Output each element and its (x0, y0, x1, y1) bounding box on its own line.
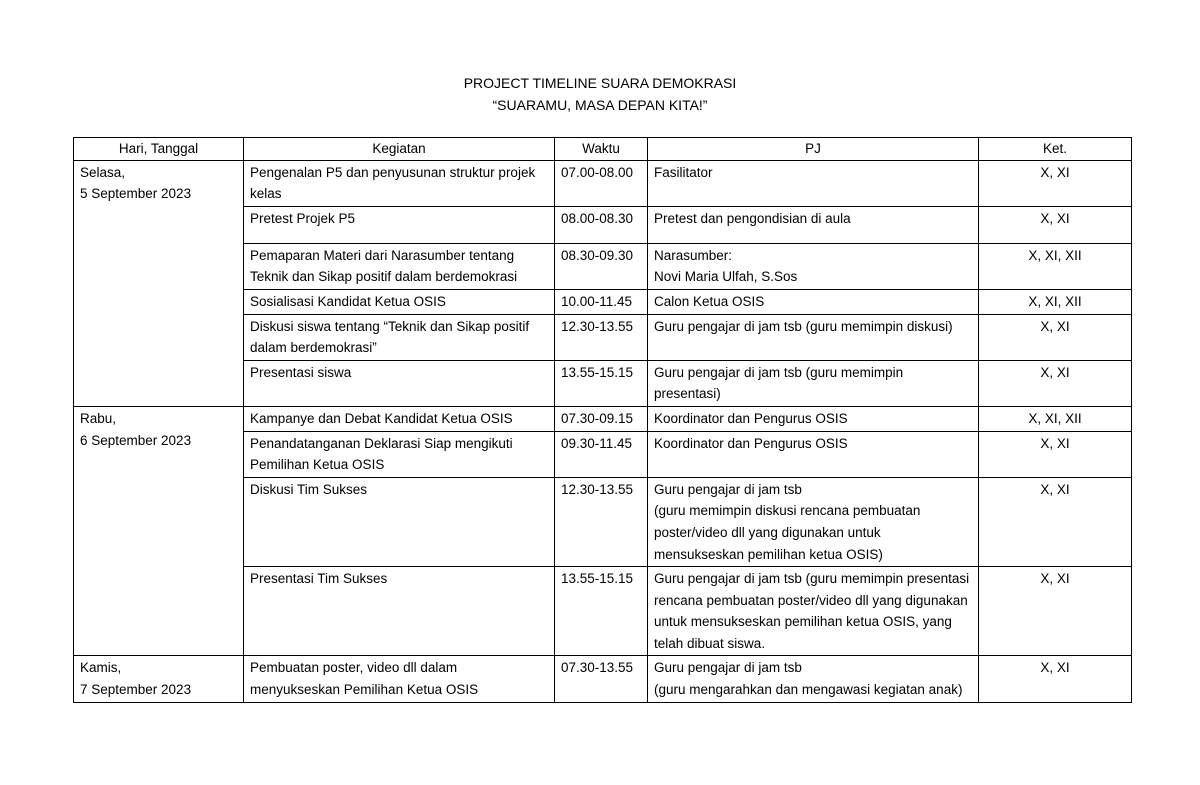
day-date: 5 September 2023 (80, 186, 192, 202)
pj-line: (guru memimpin diskusi rencana pembuatan poster/video dll yang digunakan untuk mensukseskan pemilihan ketua OSIS) (654, 503, 921, 562)
time-cell: 12.30-13.55 (555, 477, 648, 566)
time-cell: 12.30-13.55 (555, 314, 648, 360)
day-name: Rabu, (80, 410, 117, 426)
activity-cell: Pembuatan poster, video dll dalam menyukseskan Pemilihan Ketua OSIS (244, 656, 555, 702)
header-pj: PJ (648, 138, 979, 161)
pj-cell (648, 314, 979, 360)
pj-line: Pretest dan pengondisian di aula (654, 210, 851, 226)
activity-cell: Pengenalan P5 dan penyusunan struktur projek kelas (244, 160, 555, 206)
time-cell: 07.00-08.00 (555, 160, 648, 206)
day-name: Selasa, (80, 164, 126, 180)
header-time: Waktu (555, 138, 648, 161)
header-activity: Kegiatan (244, 138, 555, 161)
note-cell: X, XI (979, 160, 1132, 206)
document-title-block (0, 72, 1200, 116)
activity-cell: Pemaparan Materi dari Narasumber tentang Teknik dan Sikap positif dalam berdemokrasi (244, 243, 555, 289)
pj-line: Guru pengajar di jam tsb (guru memimpin presentasi rencana pembuatan poster/video dll yang digunakan untuk mensukseskan pemilihan ketua OSIS, yang telah dibuat siswa. (654, 571, 970, 651)
pj-line: Calon Ketua OSIS (654, 293, 765, 309)
activity-cell: Penandatanganan Deklarasi Siap mengikuti Pemilihan Ketua OSIS (244, 431, 555, 477)
activity-cell: Pretest Projek P5 (244, 206, 555, 243)
pj-line: Novi Maria Ulfah, S.Sos (654, 269, 798, 285)
note-cell: X, XI (979, 314, 1132, 360)
pj-cell (648, 206, 979, 243)
pj-line: Narasumber: (654, 247, 733, 263)
pj-cell (648, 243, 979, 289)
pj-cell (648, 160, 979, 206)
table-row (74, 656, 1132, 702)
pj-line: Guru pengajar di jam tsb (guru memimpin presentasi) (654, 364, 904, 402)
note-cell: X, XI, XII (979, 243, 1132, 289)
pj-cell (648, 477, 979, 566)
activity-cell: Diskusi Tim Sukses (244, 477, 555, 566)
day-date: 6 September 2023 (80, 432, 192, 448)
activity-cell: Sosialisasi Kandidat Ketua OSIS (244, 289, 555, 314)
table-header-row (74, 138, 1132, 161)
activity-cell: Kampanye dan Debat Kandidat Ketua OSIS (244, 406, 555, 431)
time-cell: 09.30-11.45 (555, 431, 648, 477)
day-cell (74, 160, 244, 406)
day-date: 7 September 2023 (80, 682, 192, 698)
pj-cell (648, 289, 979, 314)
note-cell: X, XI (979, 206, 1132, 243)
pj-line: Guru pengajar di jam tsb (654, 481, 802, 497)
time-cell: 08.00-08.30 (555, 206, 648, 243)
day-cell (74, 656, 244, 702)
note-cell: X, XI, XII (979, 289, 1132, 314)
note-cell: X, XI (979, 477, 1132, 566)
activity-cell: Presentasi Tim Sukses (244, 567, 555, 656)
table-row (74, 406, 1132, 431)
document-subtitle: “SUARAMU, MASA DEPAN KITA!” (492, 97, 708, 113)
pj-line: Koordinator dan Pengurus OSIS (654, 435, 848, 451)
timeline-table (73, 137, 1132, 703)
pj-line: Guru pengajar di jam tsb (guru memimpin diskusi) (654, 318, 953, 334)
time-cell: 10.00-11.45 (555, 289, 648, 314)
pj-line: Fasilitator (654, 164, 713, 180)
header-day: Hari, Tanggal (74, 138, 244, 161)
note-cell: X, XI (979, 656, 1132, 702)
activity-cell: Diskusi siswa tentang “Teknik dan Sikap positif dalam berdemokrasi” (244, 314, 555, 360)
note-cell: X, XI, XII (979, 406, 1132, 431)
pj-cell (648, 360, 979, 406)
table-row (74, 160, 1132, 206)
day-name: Kamis, (80, 660, 122, 676)
pj-cell (648, 567, 979, 656)
pj-line: Koordinator dan Pengurus OSIS (654, 410, 848, 426)
time-cell: 13.55-15.15 (555, 360, 648, 406)
time-cell: 13.55-15.15 (555, 567, 648, 656)
time-cell: 07.30-13.55 (555, 656, 648, 702)
note-cell: X, XI (979, 431, 1132, 477)
day-cell (74, 406, 244, 656)
pj-cell (648, 656, 979, 702)
header-note: Ket. (979, 138, 1132, 161)
pj-line: (guru mengarahkan dan mengawasi kegiatan anak) (654, 682, 963, 698)
time-cell: 08.30-09.30 (555, 243, 648, 289)
note-cell: X, XI (979, 567, 1132, 656)
time-cell: 07.30-09.15 (555, 406, 648, 431)
pj-cell (648, 431, 979, 477)
note-cell: X, XI (979, 360, 1132, 406)
document-title: PROJECT TIMELINE SUARA DEMOKRASI (463, 75, 737, 91)
pj-cell (648, 406, 979, 431)
activity-cell: Presentasi siswa (244, 360, 555, 406)
pj-line: Guru pengajar di jam tsb (654, 660, 802, 676)
